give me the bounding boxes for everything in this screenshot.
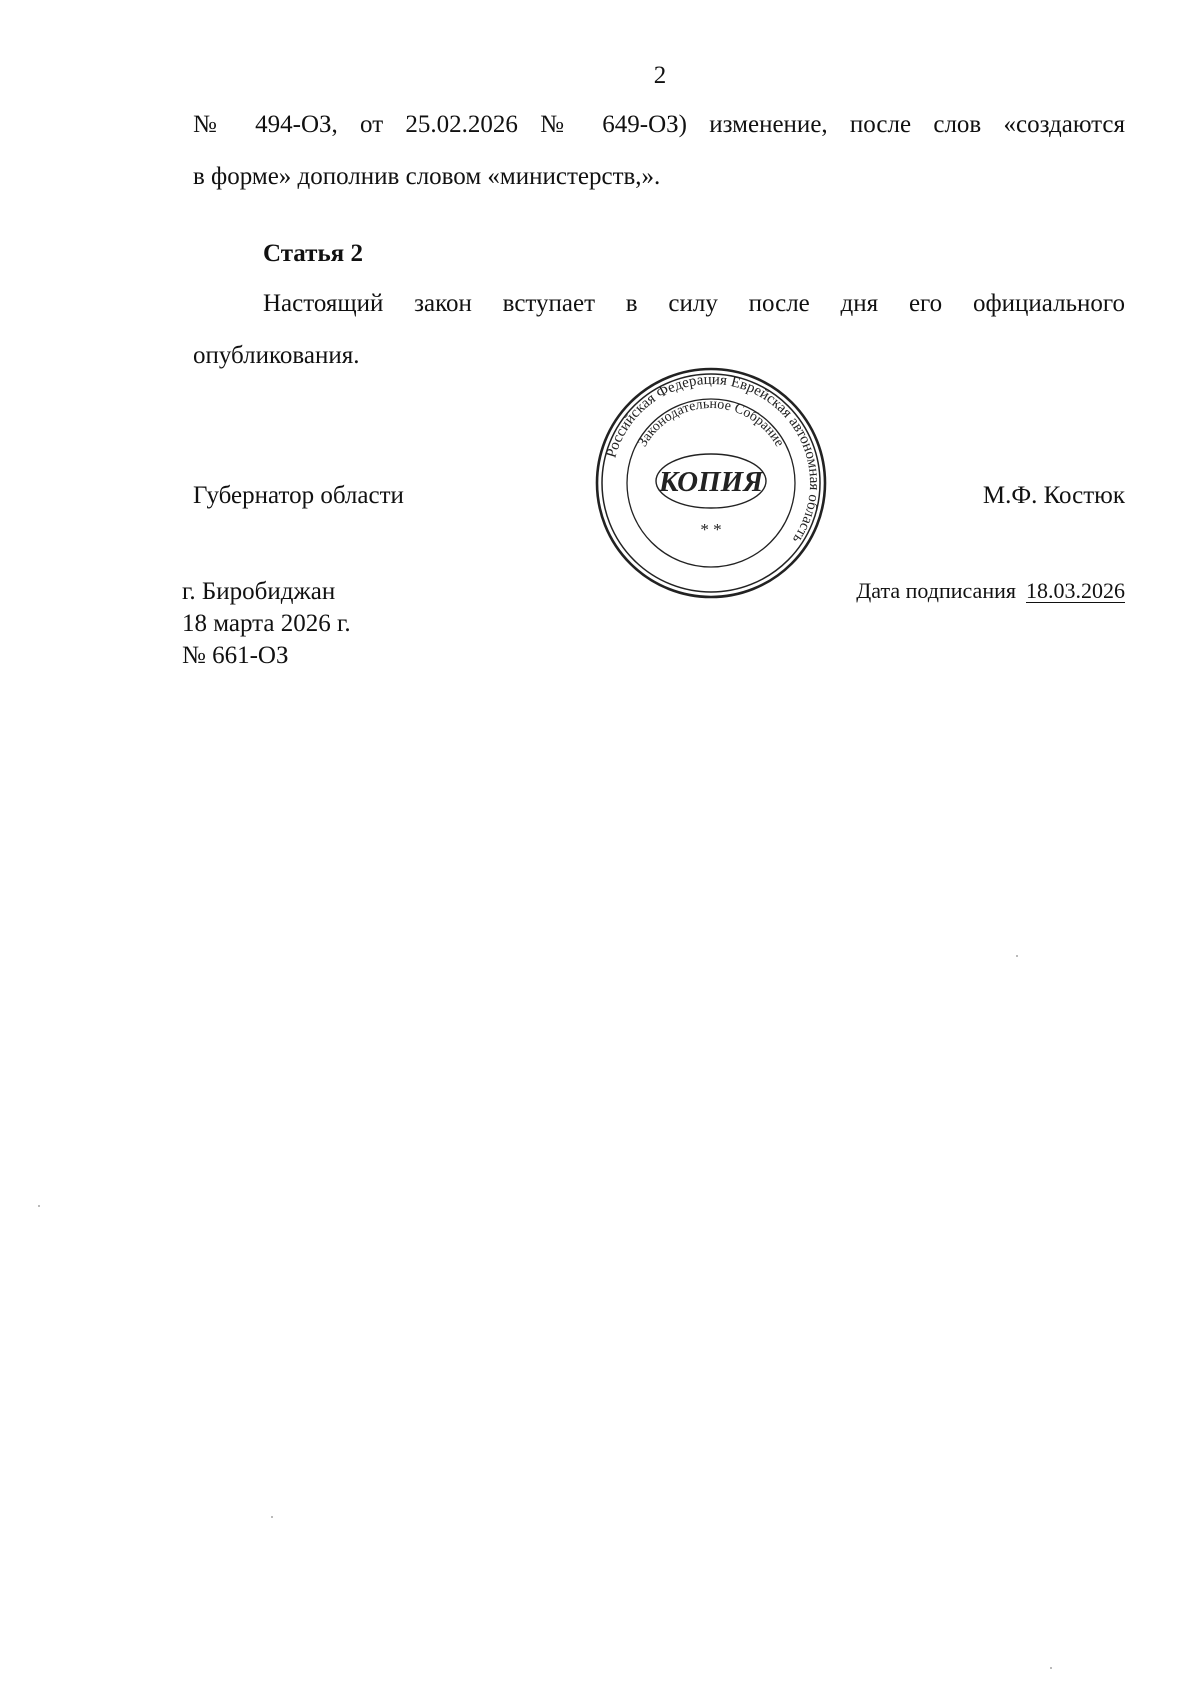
article-line: Настоящий закон вступает в силу после дня его официального: [263, 290, 1125, 317]
place-and-number: [182, 576, 351, 672]
seal-center-ring: [710, 448, 712, 450]
signing-date-label: Дата подписания: [856, 578, 1016, 603]
law-number: № 661-ОЗ: [182, 642, 289, 669]
scan-speck: [1050, 1667, 1052, 1669]
scan-speck: [271, 1516, 273, 1518]
scan-speck: [1016, 955, 1018, 957]
official-seal: [593, 365, 829, 601]
scan-speck: [38, 1205, 40, 1207]
article-line: опубликования.: [193, 342, 360, 369]
seal-stars: * *: [700, 520, 722, 539]
signing-date: [856, 578, 1125, 604]
place-city: г. Биробиджан: [182, 578, 336, 605]
place-date: 18 марта 2026 г.: [182, 610, 351, 637]
seal-inner-text-path: Законодательное Собрание: [635, 396, 787, 450]
seal-inner-text: [635, 397, 786, 450]
article-title: Статья 2: [263, 240, 363, 267]
intro-paragraph: [193, 99, 1125, 203]
intro-line: № 494-ОЗ, от 25.02.2026 № 649-ОЗ) изменение, после слов «создаются: [193, 111, 1125, 138]
signing-date-value: 18.03.2026: [1026, 578, 1125, 603]
page-number: 2: [653, 62, 667, 89]
intro-line: в форме» дополнив словом «министерств,».: [193, 163, 661, 190]
seal-center-text: КОПИЯ: [658, 466, 764, 498]
governor-name: М.Ф. Костюк: [982, 482, 1125, 509]
governor-title: Губернатор области: [193, 482, 404, 509]
seal-outer-text-path: Российская Федерация Еврейская автономная область: [603, 371, 823, 547]
